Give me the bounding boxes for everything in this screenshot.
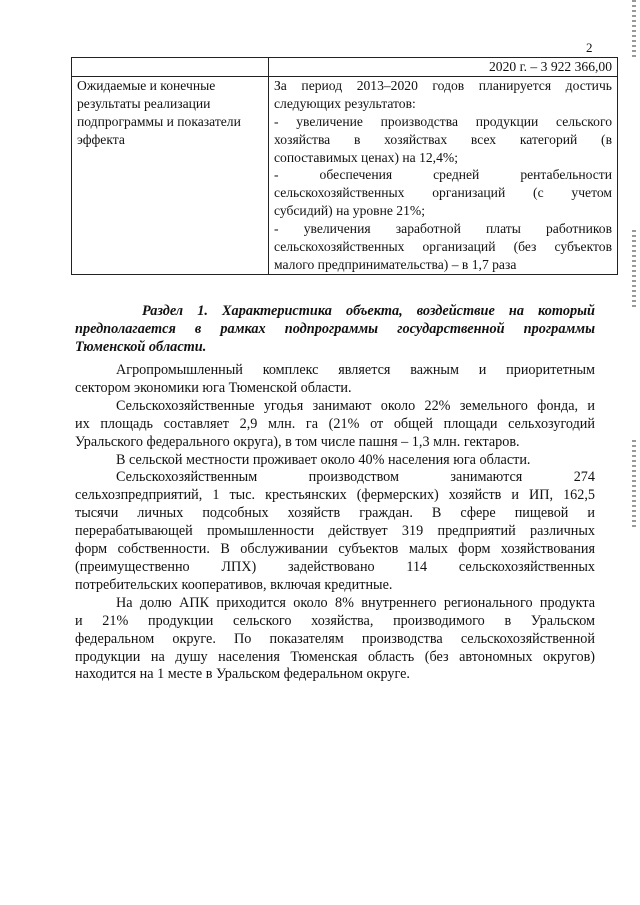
text-line: Уральского федерального округа), в том числе пашня – 1,3 млн. гектаров. bbox=[75, 433, 520, 450]
result-line: сопоставимых ценах) на 12,4%; bbox=[274, 149, 458, 165]
result-line: - увеличение производства продукции сельского bbox=[274, 113, 612, 129]
text-line: Сельскохозяйственные угодья занимают около 22% земельного фонда, и bbox=[116, 397, 595, 414]
text-line: форм собственности. В обслуживании субъектов малых форм хозяйствования bbox=[75, 541, 595, 558]
text-line: Агропромышленный комплекс является важным и приоритетным bbox=[116, 362, 595, 378]
result-line: - обеспечения средней рентабельности bbox=[274, 167, 612, 183]
text-line: сельхозпредприятий, 1 тыс. крестьянских (фермерских) хозяйств и ИП, 162,5 bbox=[75, 487, 595, 504]
paragraph bbox=[75, 595, 595, 685]
table-cell-label bbox=[72, 76, 269, 274]
text-line: На долю АПК приходится около 8% внутреннего регионального продукта bbox=[116, 594, 595, 611]
result-line: сельскохозяйственных организаций (без субъектов bbox=[274, 239, 612, 255]
text-line: и 21% продукции сельского хозяйства, производимого в Уральском bbox=[75, 612, 595, 629]
section-title-line: Тюменской области. bbox=[75, 339, 207, 355]
text-line: потребительских кооперативов, включая кредитные. bbox=[75, 576, 393, 593]
text-line: находится на 1 месте в Уральском федеральном округе. bbox=[75, 666, 410, 683]
label-line: эффекта bbox=[77, 131, 125, 147]
result-line: субсидий) на уровне 21%; bbox=[274, 203, 426, 219]
paragraph bbox=[75, 452, 595, 470]
section-title-line: предполагается в рамках подпрограммы государственной программы bbox=[75, 321, 595, 337]
section-title-line: Раздел 1. Характеристика объекта, воздействие на который bbox=[142, 303, 595, 319]
text-line: (преимущественно ЛПХ) задействовано 114 сельскохозяйственных bbox=[75, 558, 595, 575]
paragraph bbox=[75, 362, 595, 398]
result-line: - увеличения заработной платы работников bbox=[274, 221, 612, 237]
paragraph bbox=[75, 469, 595, 594]
section-body bbox=[75, 362, 595, 684]
text-line: продукции на душу населения Тюменская область (без автономных округов) bbox=[75, 648, 595, 665]
paragraph bbox=[75, 398, 595, 452]
label-line: Ожидаемые и конечные bbox=[77, 77, 216, 93]
section-title bbox=[75, 302, 595, 356]
label-line: подпрограммы и показатели bbox=[77, 113, 241, 129]
table-row bbox=[72, 76, 618, 274]
page-number: 2 bbox=[586, 40, 593, 55]
text-line: их площадь составляет 2,9 млн. га (21% от общей площади сельхозугодий bbox=[75, 415, 595, 432]
scan-artifact bbox=[632, 0, 636, 60]
result-line: За период 2013–2020 годов планируется достичь bbox=[274, 77, 612, 93]
text-line: перерабатывающей промышленности действует 319 предприятий различных bbox=[75, 523, 595, 540]
table-row bbox=[72, 58, 618, 77]
result-line: следующих результатов: bbox=[274, 95, 416, 111]
result-line: малого предпринимательства) – в 1,7 раза bbox=[274, 256, 517, 272]
table-cell-amount: 2020 г. – 3 922 366,00 bbox=[269, 58, 618, 77]
text-line: Сельскохозяйственным производством занимаются 274 bbox=[116, 469, 595, 486]
label-line: результаты реализации bbox=[77, 95, 211, 111]
scan-artifact bbox=[632, 440, 636, 530]
result-line: хозяйства в хозяйствах всех категорий (в bbox=[274, 131, 612, 147]
text-line: В сельской местности проживает около 40% населения юга области. bbox=[116, 451, 531, 468]
text-line: сектором экономики юга Тюменской области. bbox=[75, 379, 352, 396]
text-line: федеральном округе. По показателям производства сельскохозяйственной bbox=[75, 630, 595, 647]
results-table bbox=[71, 57, 618, 275]
scan-artifact bbox=[632, 230, 636, 310]
table-cell-results bbox=[269, 76, 618, 274]
text-line: тысячи личных подсобных хозяйств граждан. В сфере пищевой и bbox=[75, 505, 595, 522]
result-line: сельскохозяйственных организаций (с учетом bbox=[274, 185, 612, 201]
table-cell-empty bbox=[72, 58, 269, 77]
